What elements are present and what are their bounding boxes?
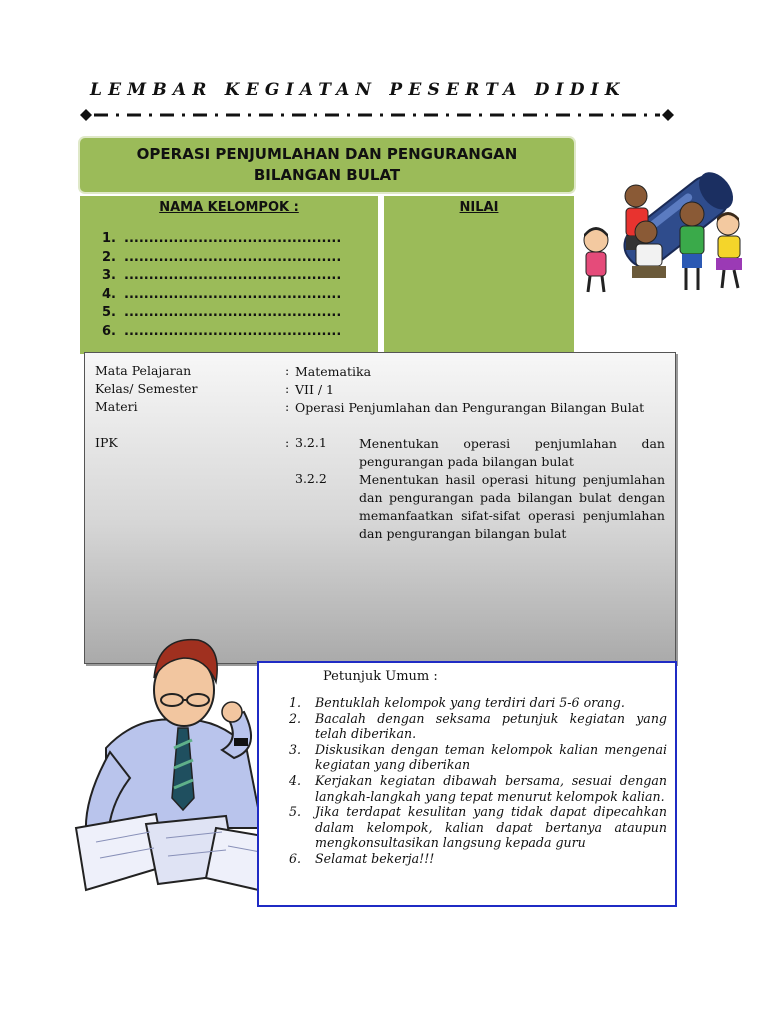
instruction-item: 1. Bentuklah kelompok yang terdiri dari 5-6 orang. <box>289 695 625 710</box>
instruction-item: 5. Jika terdapat kesulitan yang tidak dapat dipecahkan dalam kelompok, kalian dapat bertanya ataupun mengkonsultasikan langsung kepada guru <box>289 804 667 851</box>
score-label: NILAI <box>459 200 499 215</box>
info-box <box>84 352 676 664</box>
ipk-text: Menentukan hasil operasi hitung penjumlahan dan pengurangan pada bilangan bulat dengan memanfaatkan sifat-sifat operasi penjumlahan dan pengurangan bilangan bulat <box>359 472 665 541</box>
topic-header <box>80 138 574 192</box>
instruction-item: 2. Bacalah dengan seksama petunjuk kegiatan yang telah diberikan. <box>289 710 667 742</box>
colon: : <box>285 399 290 414</box>
kids-illustration <box>574 150 754 305</box>
group-label: NAMA KELOMPOK : <box>159 200 299 215</box>
member-line[interactable]: 2. ............................................ <box>102 249 342 265</box>
instructions-box <box>257 661 677 907</box>
member-line[interactable]: 3. ............................................ <box>102 268 342 284</box>
title-divider <box>80 108 674 122</box>
subject-value: Matematika <box>295 364 372 379</box>
page-title: LEMBAR KEGIATAN PESERTA DIDIK <box>90 80 626 100</box>
material-label: Materi <box>95 399 138 414</box>
class-value: VII / 1 <box>295 382 335 397</box>
ipk-text: Menentukan operasi penjumlahan dan pengurangan pada bilangan bulat <box>359 436 665 469</box>
instructions-list <box>259 695 667 867</box>
score-panel[interactable] <box>384 196 574 354</box>
member-line[interactable]: 6. ............................................ <box>102 323 342 339</box>
ipk-label: IPK <box>95 435 118 450</box>
member-line[interactable]: 1. ............................................ <box>102 231 342 246</box>
subject-row <box>95 363 665 381</box>
instruction-item: 3. Diskusikan dengan teman kelompok kalian mengenai kegiatan yang diberikan <box>289 741 667 773</box>
class-row <box>95 381 665 399</box>
material-value: Operasi Penjumlahan dan Pengurangan Bilangan Bulat <box>295 400 645 415</box>
topic-title: OPERASI PENJUMLAHAN DAN PENGURANGAN BILANGAN BULAT <box>136 145 518 184</box>
instructions-title: Petunjuk Umum : <box>323 669 438 684</box>
class-label: Kelas/ Semester <box>95 381 198 396</box>
colon: : <box>285 363 290 378</box>
colon: : <box>285 381 290 396</box>
instruction-item: 6. Selamat bekerja!!! <box>289 850 435 866</box>
subject-label: Mata Pelajaran <box>95 363 192 378</box>
instruction-item: 4. Kerjakan kegiatan dibawah bersama, sesuai dengan langkah-langkah yang tepat menurut kelompok kalian. <box>289 772 667 804</box>
ipk-row-2 <box>95 471 665 571</box>
member-list <box>102 230 341 342</box>
member-line[interactable]: 4. ............................................ <box>102 286 342 302</box>
ipk-code: 3.2.2 <box>295 471 327 486</box>
material-row <box>95 399 665 435</box>
ipk-row-1 <box>95 435 665 475</box>
ipk-code: 3.2.1 <box>295 435 327 450</box>
group-panel <box>80 196 378 354</box>
colon: : <box>285 435 290 450</box>
member-line[interactable]: 5. ............................................ <box>102 305 342 321</box>
